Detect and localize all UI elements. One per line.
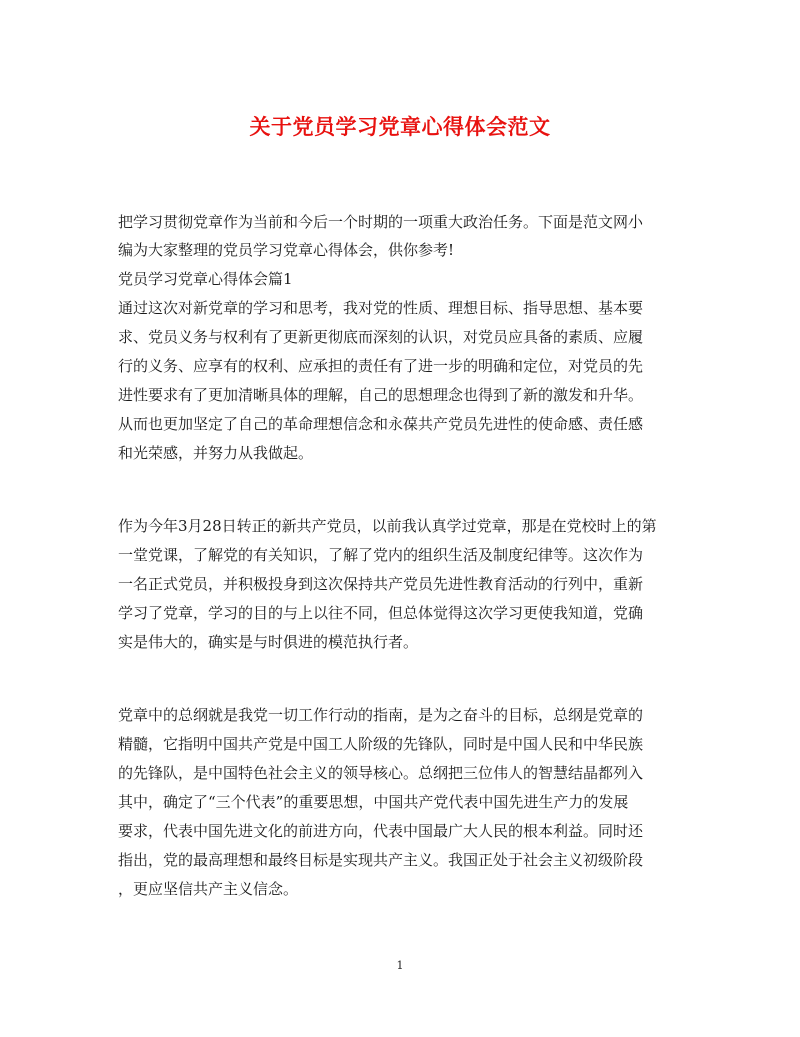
paragraph-1-line: 通过这次对新党章的学习和思考，我对党的性质、理想目标、指导思想、基本要 xyxy=(118,299,644,317)
paragraph-1-line: 求、党员义务与权利有了更新更彻底而深刻的认识，对党员应具备的素质、应履 xyxy=(118,328,644,346)
paragraph-3-line: 指出，党的最高理想和最终目标是实现共产主义。我国正处于社会主义初级阶段 xyxy=(118,851,644,869)
page-number: 1 xyxy=(396,959,404,972)
paragraph-1-line: 和光荣感，并努力从我做起。 xyxy=(118,444,314,462)
document-title: 关于党员学习党章心得体会范文 xyxy=(249,114,551,139)
paragraph-2-line: 作为今年3月28日转正的新共产党员，以前我认真学过党章，那是在党校时上的第 xyxy=(118,517,657,535)
intro-line: 编为大家整理的党员学习党章心得体会，供你参考! xyxy=(118,241,455,259)
paragraph-2-line: 实是伟大的，确实是与时俱进的模范执行者。 xyxy=(118,633,419,651)
paragraph-3-line: 其中，确定了“三个代表”的重要思想，中国共产党代表中国先进生产力的发展 xyxy=(118,793,629,811)
paragraph-1-line: 行的义务、应享有的权利、应承担的责任有了进一步的明确和定位，对党员的先 xyxy=(118,357,644,375)
paragraph-3-line: 要求，代表中国先进文化的前进方向，代表中国最广大人民的根本利益。同时还 xyxy=(118,822,644,840)
paragraph-2-line: 一名正式党员，并积极投身到这次保持共产党员先进性教育活动的行列中，重新 xyxy=(118,575,644,593)
paragraph-3-line: 精髓，它指明中国共产党是中国工人阶级的先锋队，同时是中国人民和中华民族 xyxy=(118,735,644,753)
intro-line: 把学习贯彻党章作为当前和今后一个时期的一项重大政治任务。下面是范文网小 xyxy=(118,213,644,231)
paragraph-2-line: 一堂党课，了解党的有关知识，了解了党内的组织生活及制度纪律等。这次作为 xyxy=(118,546,644,564)
paragraph-2-line: 学习了党章，学习的目的与上以往不同，但总体觉得这次学习更使我知道，党确 xyxy=(118,604,644,622)
paragraph-3-line: 的先锋队，是中国特色社会主义的领导核心。总纲把三位伟人的智慧结晶都列入 xyxy=(118,764,644,782)
paragraph-3-line: ，更应坚信共产主义信念。 xyxy=(118,880,299,898)
section-heading: 党员学习党章心得体会篇1 xyxy=(118,270,293,288)
paragraph-1-line: 进性要求有了更加清晰具体的理解，自己的思想理念也得到了新的激发和升华。 xyxy=(118,386,644,404)
paragraph-3-line: 党章中的总纲就是我党一切工作行动的指南，是为之奋斗的目标，总纲是党章的 xyxy=(118,706,644,724)
paragraph-1-line: 从而也更加坚定了自己的革命理想信念和永葆共产党员先进性的使命感、责任感 xyxy=(118,415,644,433)
